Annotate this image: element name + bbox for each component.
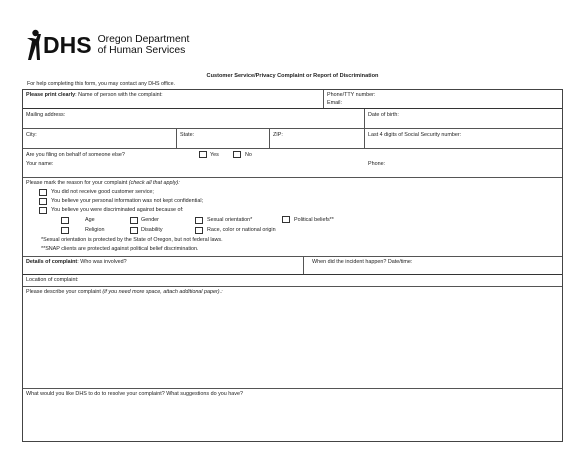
person-figure-icon — [26, 29, 42, 61]
religion-checkbox[interactable] — [61, 227, 69, 234]
complaint-form — [22, 89, 563, 442]
logo-wordmark: DHS — [43, 31, 92, 58]
reason-intro-italic: (check all that apply): — [127, 180, 180, 186]
dob-field[interactable] — [364, 109, 562, 128]
when-field[interactable] — [303, 257, 562, 274]
disability-checkbox[interactable] — [130, 227, 138, 234]
resolve-question: What would you like DHS to do to resolve your complaint? What suggestions do you have? — [26, 391, 243, 397]
phone-label: Phone: — [368, 161, 386, 167]
political-beliefs-label: Political beliefs** — [294, 217, 334, 223]
describe-field[interactable] — [23, 287, 562, 389]
ssn-label: Last 4 digits of Social Security number: — [368, 132, 462, 138]
reason-confidential-checkbox[interactable] — [39, 198, 47, 205]
your-name-label: Your name: — [26, 161, 54, 167]
behalf-question: Are you filing on behalf of someone else? — [26, 152, 125, 158]
zip-label: ZIP: — [273, 132, 283, 138]
row-address — [23, 109, 562, 129]
race-label: Race, color or national origin — [207, 227, 276, 233]
no-label: No — [245, 152, 252, 158]
gender-checkbox[interactable] — [130, 217, 138, 224]
row-city — [23, 129, 562, 149]
reason-intro: Please mark the reason for your complaint — [26, 180, 128, 186]
age-checkbox[interactable] — [61, 217, 69, 224]
age-label: Age — [85, 217, 95, 223]
city-field[interactable] — [23, 129, 176, 148]
location-label: Location of complaint: — [26, 277, 79, 283]
describe-italic: (if you need more space, attach additional paper).: — [100, 289, 223, 295]
describe-label: Please describe your complaint — [26, 289, 101, 295]
footnote-snap: **SNAP clients are protected against political belief discrimination. — [41, 246, 199, 252]
email-label: Email: — [327, 100, 342, 106]
city-label: City: — [26, 132, 37, 138]
form-title: Customer Service/Privacy Complaint or Report of Discrimination — [206, 73, 379, 79]
reason-discrimination-label: You believe you were discriminated against because of: — [51, 207, 184, 213]
zip-field[interactable] — [269, 129, 364, 148]
location-field[interactable] — [23, 275, 562, 287]
ssn-field[interactable] — [364, 129, 562, 148]
yes-checkbox[interactable] — [199, 151, 207, 158]
resolve-field[interactable] — [23, 389, 562, 441]
row-name-phone — [23, 90, 562, 109]
state-label: State: — [180, 132, 195, 138]
gender-label: Gender — [141, 217, 159, 223]
row-details — [23, 257, 562, 275]
yes-label: Yes — [210, 152, 219, 158]
sexual-orientation-label: Sexual orientation* — [207, 217, 253, 223]
complainant-name-label: : Name of person with the complaint: — [75, 92, 163, 98]
org-name-line2: of Human Services — [97, 45, 186, 56]
when-label: When did the incident happen? Date/time: — [312, 259, 413, 265]
complainant-name-field[interactable] — [23, 90, 323, 108]
details-label: Details of complaint — [26, 259, 78, 265]
org-name-line1: Oregon Department — [97, 34, 190, 45]
no-checkbox[interactable] — [233, 151, 241, 158]
footnote-sexual-orientation: *Sexual orientation is protected by the State of Oregon, but not federal laws. — [41, 237, 223, 243]
row-behalf — [23, 149, 562, 178]
reason-customer-service-label: You did not receive good customer service; — [51, 189, 154, 195]
reason-confidential-label: You believe your personal information was not kept confidential; — [51, 198, 204, 204]
who-involved-field[interactable] — [23, 257, 303, 274]
reason-discrimination-checkbox[interactable] — [39, 207, 47, 214]
org-name — [98, 34, 190, 56]
race-checkbox[interactable] — [195, 227, 203, 234]
mailing-address-label: Mailing address: — [26, 112, 66, 118]
dob-label: Date of birth: — [368, 112, 399, 118]
state-field[interactable] — [176, 129, 269, 148]
dhs-logo — [26, 28, 189, 62]
sexual-orientation-checkbox[interactable] — [195, 217, 203, 224]
help-text: For help completing this form, you may contact any DHS office. — [27, 81, 175, 87]
political-beliefs-checkbox[interactable] — [282, 216, 290, 223]
religion-label: Religion — [85, 227, 105, 233]
who-involved-label: : Who was involved? — [77, 259, 127, 265]
print-clearly-label: Please print clearly — [26, 92, 76, 98]
row-reasons — [23, 178, 562, 257]
phone-email-field[interactable] — [323, 90, 562, 108]
disability-label: Disability — [141, 227, 163, 233]
phone-tty-label: Phone/TTY number: — [327, 92, 376, 98]
mailing-address-field[interactable] — [23, 109, 364, 128]
reason-customer-service-checkbox[interactable] — [39, 189, 47, 196]
